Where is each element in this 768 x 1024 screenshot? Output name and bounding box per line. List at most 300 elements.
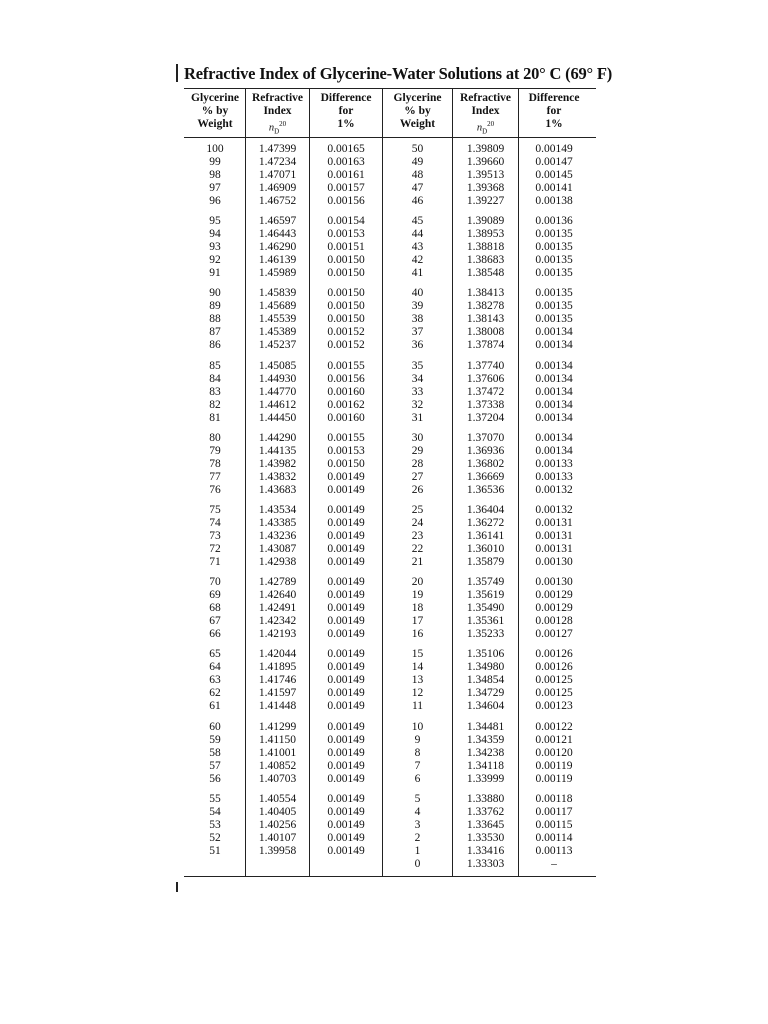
weight-cell: 16 — [411, 628, 424, 641]
weight-cell: 67 — [209, 615, 221, 628]
row-group — [188, 287, 242, 352]
weight-cell: 3 — [414, 818, 421, 831]
difference-cell: 0.00128 — [535, 615, 573, 628]
index-cell: 1.44135 — [258, 444, 297, 457]
difference-cell: 0.00147 — [535, 156, 573, 168]
difference-cell: 0.00134 — [535, 444, 573, 457]
column-weight-left — [188, 143, 242, 865]
weight-cell: 10 — [411, 720, 424, 733]
weight-cell: 97 — [209, 182, 221, 194]
row-group — [519, 143, 589, 208]
index-cell: 1.47071 — [258, 169, 297, 181]
weight-cell: 5 — [414, 792, 421, 805]
index-cell: 1.37874 — [466, 339, 505, 352]
index-cell: 1.35361 — [466, 615, 505, 628]
index-cell: 1.37070 — [466, 431, 505, 444]
weight-cell: 1 — [414, 844, 421, 857]
weight-cell: 42 — [411, 254, 424, 267]
index-cell: 1.40703 — [258, 772, 297, 785]
difference-cell: 0.00149 — [327, 674, 365, 687]
row-group — [383, 215, 452, 280]
difference-cell: 0.00145 — [535, 169, 573, 181]
index-cell: 1.37204 — [466, 411, 505, 424]
index-cell: 1.43534 — [258, 503, 297, 516]
index-cell: 1.35106 — [466, 648, 505, 661]
difference-cell: 0.00134 — [535, 411, 573, 424]
difference-cell: 0.00153 — [327, 228, 365, 241]
row-group — [519, 504, 589, 569]
index-cell: 1.41895 — [258, 661, 297, 674]
difference-cell: 0.00133 — [535, 470, 573, 483]
row-group — [453, 504, 518, 569]
difference-cell: 0.00126 — [535, 661, 573, 674]
row-group — [519, 360, 589, 425]
index-cell: 1.35749 — [466, 576, 505, 589]
margin-tick-top — [176, 64, 178, 82]
index-cell: 1.36404 — [466, 503, 505, 516]
index-cell: 1.42342 — [258, 615, 297, 628]
weight-cell: 39 — [411, 300, 424, 313]
difference-cell: 0.00127 — [535, 628, 573, 641]
weight-cell: 80 — [209, 431, 221, 444]
difference-cell: 0.00118 — [535, 792, 573, 805]
index-cell: 1.43236 — [258, 529, 297, 542]
index-cell: 1.45389 — [258, 326, 297, 339]
difference-cell: 0.00157 — [327, 182, 365, 194]
weight-cell: 88 — [209, 313, 221, 326]
weight-cell: 7 — [414, 759, 421, 772]
row-group — [310, 360, 382, 425]
row-group — [188, 215, 242, 280]
weight-cell: 29 — [411, 444, 424, 457]
index-cell: 1.42193 — [258, 628, 297, 641]
row-group — [519, 648, 589, 713]
difference-cell: 0.00135 — [535, 228, 573, 241]
index-cell: 1.33880 — [466, 792, 505, 805]
weight-cell: 49 — [411, 156, 424, 168]
row-group — [188, 721, 242, 786]
difference-cell: 0.00132 — [535, 483, 573, 496]
weight-cell: 81 — [209, 411, 221, 424]
weight-cell: 82 — [209, 398, 221, 411]
index-cell: 1.34359 — [466, 733, 505, 746]
index-cell: 1.41150 — [259, 733, 296, 746]
weight-cell: 74 — [209, 516, 221, 529]
index-cell: 1.40852 — [258, 759, 297, 772]
difference-cell: 0.00156 — [327, 372, 365, 385]
weight-cell: 8 — [414, 746, 421, 759]
row-group — [188, 360, 242, 425]
row-group — [188, 648, 242, 713]
difference-cell: 0.00134 — [535, 398, 573, 411]
row-group — [246, 648, 309, 713]
difference-cell: 0.00163 — [327, 156, 365, 168]
weight-cell: 23 — [411, 529, 424, 542]
index-cell: 1.42789 — [258, 576, 297, 589]
row-group — [383, 287, 452, 352]
difference-cell: 0.00149 — [327, 576, 365, 589]
index-cell: 1.46597 — [258, 215, 297, 228]
row-group — [453, 721, 518, 786]
difference-cell: 0.00120 — [535, 746, 573, 759]
index-cell: 1.46443 — [258, 228, 297, 241]
weight-cell: 59 — [209, 733, 221, 746]
index-cell: 1.36272 — [466, 516, 505, 529]
column-index-right — [453, 143, 518, 878]
index-cell: 1.45839 — [258, 287, 297, 300]
weight-cell: 72 — [209, 542, 221, 555]
index-cell: 1.45539 — [258, 313, 297, 326]
row-group — [383, 648, 452, 713]
difference-cell: 0.00154 — [327, 215, 365, 228]
weight-cell: 58 — [209, 746, 221, 759]
difference-cell: 0.00122 — [535, 720, 573, 733]
index-cell: 1.39368 — [466, 182, 505, 194]
difference-cell: 0.00125 — [535, 674, 573, 687]
difference-cell: 0.00150 — [327, 313, 365, 326]
weight-cell: 52 — [209, 831, 221, 844]
difference-cell: 0.00149 — [327, 700, 365, 713]
index-cell: 1.34481 — [466, 720, 505, 733]
index-cell: 1.34729 — [466, 687, 505, 700]
index-cell: 1.44290 — [258, 431, 297, 444]
weight-cell: 61 — [209, 700, 221, 713]
column-index-left — [246, 143, 309, 865]
difference-cell: 0.00156 — [327, 195, 365, 207]
difference-cell: 0.00160 — [327, 411, 365, 424]
index-cell: 1.46909 — [258, 182, 297, 194]
difference-cell: 0.00155 — [327, 431, 365, 444]
difference-cell: 0.00150 — [327, 267, 365, 280]
difference-cell: 0.00117 — [535, 805, 573, 818]
index-cell: 1.40554 — [258, 792, 297, 805]
weight-cell: 2 — [414, 831, 421, 844]
index-cell: 1.43385 — [258, 516, 297, 529]
weight-cell: 24 — [411, 516, 424, 529]
difference-cell: 0.00131 — [535, 529, 573, 542]
row-group — [519, 576, 589, 641]
index-cell: 1.38413 — [466, 287, 505, 300]
difference-cell: 0.00149 — [327, 648, 365, 661]
header-index-right: Refractive Index $n_D^{20}$ — [453, 92, 518, 139]
index-cell: 1.33530 — [466, 831, 505, 844]
weight-cell: 90 — [209, 287, 221, 300]
index-cell: 1.47399 — [258, 143, 297, 155]
index-cell: 1.34118 — [467, 759, 504, 772]
index-cell: 1.38548 — [466, 267, 505, 280]
row-group — [519, 721, 589, 786]
weight-cell: 28 — [411, 457, 424, 470]
index-cell: 1.46290 — [258, 241, 297, 254]
weight-cell: 13 — [411, 674, 424, 687]
weight-cell: 100 — [206, 143, 224, 155]
difference-cell: 0.00149 — [327, 661, 365, 674]
index-cell: 1.34604 — [466, 700, 505, 713]
row-group — [246, 504, 309, 569]
weight-cell: 70 — [209, 576, 221, 589]
row-group — [246, 287, 309, 352]
weight-cell: 37 — [411, 326, 424, 339]
row-group — [246, 576, 309, 641]
row-group — [188, 576, 242, 641]
weight-cell: 75 — [209, 503, 221, 516]
difference-cell: 0.00119 — [535, 759, 573, 772]
row-group — [310, 287, 382, 352]
difference-cell: 0.00149 — [327, 555, 365, 568]
row-group — [246, 143, 309, 208]
index-cell: 1.33303 — [466, 857, 505, 870]
difference-cell: 0.00149 — [327, 542, 365, 555]
weight-cell: 55 — [209, 792, 221, 805]
row-group — [383, 793, 452, 871]
difference-cell: 0.00149 — [327, 503, 365, 516]
index-cell: 1.45989 — [258, 267, 297, 280]
weight-cell: 0 — [414, 857, 421, 870]
difference-cell: 0.00132 — [535, 503, 573, 516]
difference-cell: 0.00135 — [535, 241, 573, 254]
weight-cell: 78 — [209, 457, 221, 470]
index-cell: 1.38143 — [466, 313, 505, 326]
difference-cell: 0.00149 — [327, 733, 365, 746]
difference-cell: 0.00141 — [535, 182, 573, 194]
weight-cell: 30 — [411, 431, 424, 444]
header-glycerine-left: Glycerine % by Weight — [191, 92, 239, 130]
weight-cell: 53 — [209, 818, 221, 831]
weight-cell: 96 — [209, 195, 221, 207]
difference-cell: 0.00161 — [327, 169, 365, 181]
row-group — [453, 432, 518, 497]
weight-cell: 77 — [209, 470, 221, 483]
index-cell: 1.39513 — [466, 169, 505, 181]
index-symbol: $n_D^{20}$ — [268, 120, 287, 136]
row-group — [310, 721, 382, 786]
index-cell: 1.38008 — [466, 326, 505, 339]
index-cell: 1.35233 — [466, 628, 505, 641]
row-group — [310, 576, 382, 641]
weight-cell: 43 — [411, 241, 424, 254]
header-difference-right: Difference for 1% — [528, 92, 580, 130]
weight-cell: 35 — [411, 359, 424, 372]
weight-cell: 83 — [209, 385, 221, 398]
weight-cell: 33 — [411, 385, 424, 398]
weight-cell: 60 — [209, 720, 221, 733]
row-group — [383, 143, 452, 208]
difference-cell: 0.00149 — [327, 589, 365, 602]
difference-cell: 0.00149 — [327, 772, 365, 785]
weight-cell: 99 — [209, 156, 221, 168]
weight-cell: 32 — [411, 398, 424, 411]
row-group — [246, 215, 309, 280]
index-cell: 1.44770 — [258, 385, 297, 398]
weight-cell: 20 — [411, 576, 424, 589]
row-group — [383, 360, 452, 425]
weight-cell: 47 — [411, 182, 424, 194]
difference-cell: 0.00150 — [327, 254, 365, 267]
index-cell: 1.46752 — [258, 195, 297, 207]
difference-cell: 0.00149 — [535, 143, 573, 155]
weight-cell: 41 — [411, 267, 424, 280]
row-group — [453, 360, 518, 425]
weight-cell: 40 — [411, 287, 424, 300]
index-cell: 1.45237 — [258, 339, 297, 352]
difference-cell: 0.00149 — [327, 516, 365, 529]
column-weight-right — [383, 143, 452, 878]
row-group — [310, 504, 382, 569]
weight-cell: 84 — [209, 372, 221, 385]
row-group — [188, 793, 242, 858]
index-cell: 1.41299 — [258, 720, 297, 733]
index-cell: 1.41746 — [258, 674, 297, 687]
difference-cell: 0.00133 — [535, 457, 573, 470]
row-group — [453, 648, 518, 713]
index-cell: 1.33645 — [466, 818, 505, 831]
difference-cell: 0.00115 — [535, 818, 573, 831]
row-group — [453, 215, 518, 280]
index-cell: 1.43087 — [258, 542, 297, 555]
weight-cell: 98 — [209, 169, 221, 181]
row-group — [519, 793, 589, 871]
index-symbol: $n_D^{20}$ — [476, 120, 495, 136]
difference-cell: 0.00136 — [535, 215, 573, 228]
difference-cell: 0.00135 — [535, 313, 573, 326]
row-group — [246, 721, 309, 786]
index-cell: 1.37338 — [466, 398, 505, 411]
index-cell: 1.39089 — [466, 215, 505, 228]
weight-cell: 73 — [209, 529, 221, 542]
index-cell: 1.43982 — [258, 457, 297, 470]
weight-cell: 56 — [209, 772, 221, 785]
difference-cell: 0.00149 — [327, 818, 365, 831]
difference-cell: 0.00149 — [327, 844, 365, 857]
index-cell: 1.42044 — [258, 648, 297, 661]
difference-cell: 0.00165 — [327, 143, 365, 155]
difference-cell: 0.00138 — [535, 195, 573, 207]
index-cell: 1.37472 — [466, 385, 505, 398]
index-cell: 1.42640 — [258, 589, 297, 602]
weight-cell: 51 — [209, 844, 221, 857]
difference-cell: 0.00134 — [535, 359, 573, 372]
weight-cell: 50 — [411, 143, 424, 155]
index-cell: 1.47234 — [258, 156, 297, 168]
row-group — [310, 793, 382, 858]
weight-cell: 89 — [209, 300, 221, 313]
index-cell: 1.36141 — [466, 529, 505, 542]
difference-cell: 0.00113 — [535, 844, 573, 857]
weight-cell: 91 — [209, 267, 221, 280]
difference-cell: 0.00130 — [535, 555, 573, 568]
weight-cell: 44 — [411, 228, 424, 241]
weight-cell: 36 — [411, 339, 424, 352]
difference-cell: 0.00162 — [327, 398, 365, 411]
difference-cell: 0.00155 — [327, 359, 365, 372]
weight-cell: 64 — [209, 661, 221, 674]
weight-cell: 46 — [411, 195, 424, 207]
weight-cell: 21 — [411, 555, 424, 568]
index-cell: 1.45689 — [258, 300, 297, 313]
weight-cell: 94 — [209, 228, 221, 241]
weight-cell: 22 — [411, 542, 424, 555]
row-group — [310, 432, 382, 497]
weight-cell: 57 — [209, 759, 221, 772]
weight-cell: 11 — [411, 700, 424, 713]
difference-cell: 0.00149 — [327, 628, 365, 641]
index-cell: 1.42938 — [258, 555, 297, 568]
index-cell: 1.38818 — [466, 241, 505, 254]
weight-cell: 48 — [411, 169, 424, 181]
difference-cell: 0.00134 — [535, 339, 573, 352]
index-cell: 1.37740 — [466, 359, 505, 372]
weight-cell: 4 — [414, 805, 421, 818]
difference-cell: 0.00114 — [535, 831, 573, 844]
index-cell: 1.41597 — [258, 687, 297, 700]
index-cell: 1.37606 — [466, 372, 505, 385]
weight-cell: 12 — [411, 687, 424, 700]
weight-cell: 62 — [209, 687, 221, 700]
index-cell: 1.34238 — [466, 746, 505, 759]
difference-cell: 0.00149 — [327, 529, 365, 542]
weight-cell: 19 — [411, 589, 424, 602]
index-cell: 1.34980 — [466, 661, 505, 674]
weight-cell: 54 — [209, 805, 221, 818]
row-group — [453, 793, 518, 871]
index-cell: 1.36802 — [466, 457, 505, 470]
table-title: Refractive Index of Glycerine-Water Solutions at 20° C (69° F) — [184, 64, 613, 83]
weight-cell: 76 — [209, 483, 221, 496]
difference-cell: 0.00121 — [535, 733, 573, 746]
difference-cell: 0.00153 — [327, 444, 365, 457]
row-group — [310, 648, 382, 713]
row-group — [310, 215, 382, 280]
row-group — [453, 576, 518, 641]
difference-cell: 0.00149 — [327, 470, 365, 483]
difference-cell: 0.00149 — [327, 805, 365, 818]
difference-cell: 0.00149 — [327, 759, 365, 772]
index-cell: 1.35619 — [466, 589, 505, 602]
margin-tick-bottom — [176, 882, 178, 892]
row-group — [383, 432, 452, 497]
difference-cell: 0.00150 — [327, 287, 365, 300]
weight-cell: 34 — [411, 372, 424, 385]
weight-cell: 31 — [411, 411, 424, 424]
row-group — [246, 432, 309, 497]
index-cell: 1.36936 — [466, 444, 505, 457]
index-cell: 1.35879 — [466, 555, 505, 568]
index-cell: 1.39227 — [466, 195, 505, 207]
difference-cell: 0.00149 — [327, 792, 365, 805]
header-difference-left: Difference for 1% — [320, 92, 372, 130]
difference-cell: 0.00131 — [535, 542, 573, 555]
weight-cell: 18 — [411, 602, 424, 615]
index-cell: 1.39958 — [258, 844, 297, 857]
difference-cell: 0.00135 — [535, 254, 573, 267]
difference-cell: 0.00149 — [327, 602, 365, 615]
index-cell: 1.35490 — [466, 602, 505, 615]
weight-cell: 87 — [209, 326, 221, 339]
difference-cell: 0.00152 — [327, 326, 365, 339]
weight-cell: 69 — [209, 589, 221, 602]
row-group — [519, 432, 589, 497]
index-cell: 1.38278 — [466, 300, 505, 313]
row-group — [188, 432, 242, 497]
row-group — [383, 576, 452, 641]
difference-cell: 0.00150 — [327, 300, 365, 313]
row-group — [246, 360, 309, 425]
index-cell: 1.44612 — [258, 398, 297, 411]
index-cell: 1.42491 — [258, 602, 297, 615]
difference-cell: 0.00149 — [327, 720, 365, 733]
header-glycerine-right: Glycerine % by Weight — [393, 92, 442, 130]
weight-cell: 25 — [411, 503, 424, 516]
